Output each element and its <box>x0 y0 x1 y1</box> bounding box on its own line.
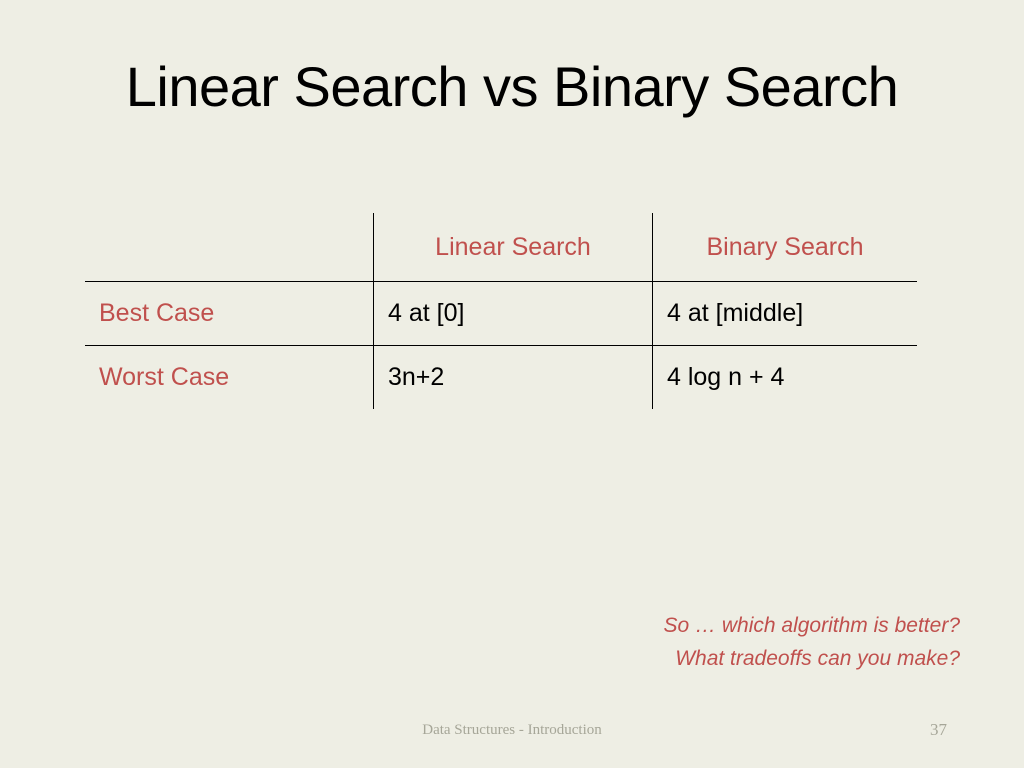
closing-question-line-2: What tradeoffs can you make? <box>675 646 960 670</box>
table-row <box>85 346 917 410</box>
column-header-empty <box>85 213 374 282</box>
cell-best-case-binary: 4 at [middle] <box>653 282 918 346</box>
cell-worst-case-linear: 3n+2 <box>374 346 653 410</box>
cell-best-case-linear: 4 at [0] <box>374 282 653 346</box>
cell-worst-case-binary: 4 log n + 4 <box>653 346 918 410</box>
comparison-table <box>85 213 917 409</box>
column-header-binary-search: Binary Search <box>653 213 918 282</box>
comparison-table-wrapper <box>85 213 915 409</box>
column-header-linear-search: Linear Search <box>374 213 653 282</box>
table-header-row <box>85 213 917 282</box>
page-title: Linear Search vs Binary Search <box>125 55 899 118</box>
row-label-best-case: Best Case <box>85 282 374 346</box>
slide-footer: Data Structures - Introduction <box>422 722 602 738</box>
row-label-worst-case: Worst Case <box>99 363 230 391</box>
page-number: 37 <box>930 720 947 739</box>
table-row <box>85 282 917 346</box>
closing-question <box>320 610 960 675</box>
closing-question-line-1: So … which algorithm is better? <box>663 614 960 637</box>
